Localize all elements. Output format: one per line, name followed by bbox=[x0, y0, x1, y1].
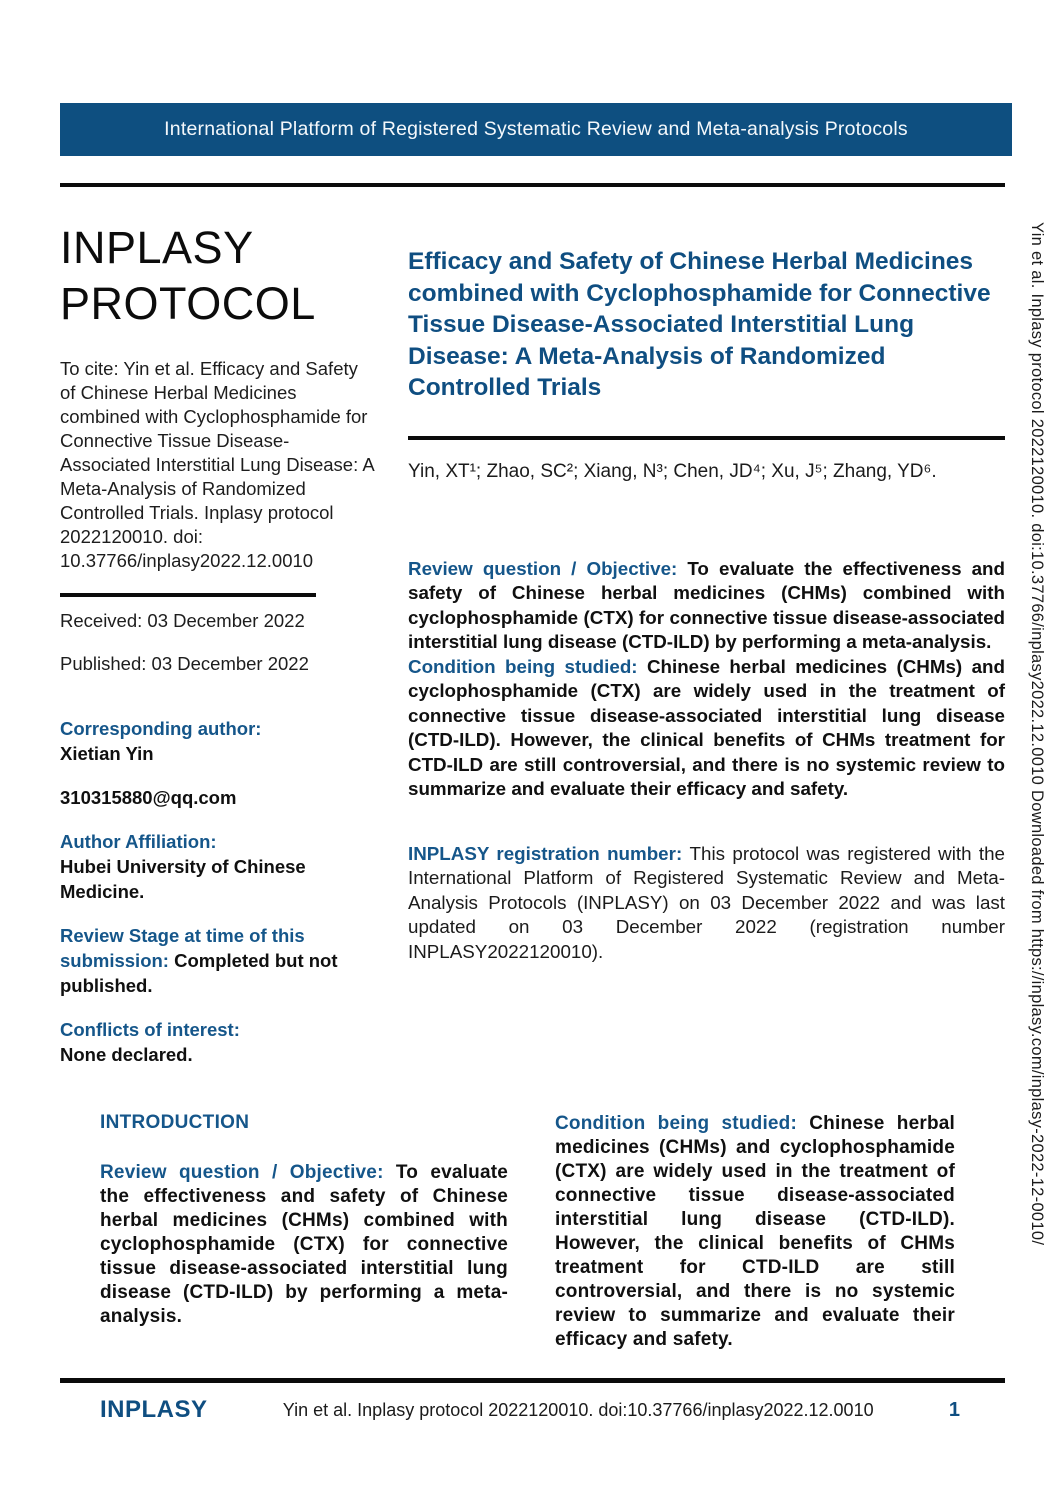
footer-rule bbox=[60, 1378, 1005, 1383]
introduction-heading: INTRODUCTION bbox=[100, 1112, 250, 1133]
intro-condition-label: Condition being studied: bbox=[555, 1113, 810, 1134]
intro-review-question-text: To evaluate the effectiveness and safety of Chinese herbal medicines (CHMs) combined with cyclophosphamide (CTX) for connective tissue disease-associated interstitial lung disease (CTD-ILD) by performing a meta-analysis. bbox=[100, 1162, 509, 1327]
introduction-section bbox=[100, 1112, 960, 1352]
introduction-right-column bbox=[555, 1112, 955, 1352]
header-rule bbox=[60, 183, 1005, 187]
platform-banner bbox=[60, 103, 1012, 156]
masthead-title bbox=[60, 220, 375, 332]
condition-text: Chinese herbal medicines (CHMs) and cyclophosphamide (CTX) are widely used in the treatment of connective tissue disease-associated interstitial lung disease (CTD-ILD). However, the clinical benefits of CHMs treatment for CTD-ILD are still controversial, and there is no systemic review to summarize and evaluate their efficacy and safety. bbox=[408, 655, 1005, 799]
corresponding-author-name: Xietian Yin bbox=[60, 743, 154, 764]
footer-logo: INPLASY bbox=[100, 1396, 208, 1423]
review-question-paragraph bbox=[408, 557, 1005, 655]
registration-paragraph bbox=[408, 842, 1005, 965]
published-date: Published: 03 December 2022 bbox=[60, 653, 309, 674]
author-email: 310315880@qq.com bbox=[60, 787, 237, 808]
author-email-block bbox=[60, 785, 375, 810]
affiliation-block bbox=[60, 829, 375, 904]
footer bbox=[100, 1396, 960, 1424]
sidebar-vertical-citation: Yin et al. Inplasy protocol 2022120010. doi:10.37766/inplasy2022.12.0010 Downloaded from https://inplasy.com/inplasy-2022-12-0010/ bbox=[1028, 222, 1046, 1246]
affiliation-label: Author Affiliation: bbox=[60, 831, 217, 852]
affiliation-value: Hubei University of Chinese Medicine. bbox=[60, 856, 306, 902]
conflicts-label: Conflicts of interest: bbox=[60, 1019, 240, 1040]
platform-banner-title: International Platform of Registered Systematic Review and Meta-analysis Protocols bbox=[164, 118, 908, 140]
masthead-title-line2: PROTOCOL bbox=[60, 278, 316, 329]
review-question-label: Review question / Objective: bbox=[408, 557, 688, 579]
corresponding-author-block bbox=[60, 716, 375, 766]
article-body bbox=[408, 557, 1005, 965]
review-question-text: To evaluate the effectiveness and safety of Chinese herbal medicines (CHMs) combined with cyclophosphamide (CTX) for connective tissue disease-associated interstitial lung disease (CTD-ILD) by performing a meta-analysis. bbox=[408, 557, 1006, 652]
intro-condition-text: Chinese herbal medicines (CHMs) and cyclophosphamide (CTX) are widely used in the treatment of connective tissue disease-associated interstitial lung disease (CTD-ILD). However, the clinical benefits of CHMs treatment for CTD-ILD are still controversial, and there is no systemic review to summarize and evaluate their efficacy and safety. bbox=[555, 1113, 955, 1350]
introduction-left-column bbox=[100, 1112, 508, 1352]
review-stage-value: Completed but not published. bbox=[60, 950, 338, 996]
conflicts-block bbox=[60, 1017, 375, 1067]
registration-text: This protocol was registered with the International Platform of Registered Systematic Review and Meta-Analysis Protocols (INPLASY) on 03 December 2022 and was last updated on 03 December 2022 (registration number INPLASY2022120010). bbox=[408, 842, 1006, 962]
intro-review-question-paragraph bbox=[100, 1161, 508, 1329]
intro-condition-paragraph bbox=[555, 1112, 955, 1352]
review-stage-block bbox=[60, 923, 375, 998]
masthead-title-line1: INPLASY bbox=[60, 222, 254, 273]
masthead-column bbox=[60, 220, 375, 1067]
citation-note: To cite: Yin et al. Efficacy and Safety of Chinese Herbal Medicines combined with Cyclophosphamide for Connective Tissue Disease-Associated Interstitial Lung Disease: A Meta-Analysis of Randomized Controlled Trials. Inplasy protocol 2022120010. doi: 10.37766/inplasy2022.12.0010 bbox=[60, 358, 374, 571]
article-column bbox=[408, 246, 1005, 964]
condition-paragraph bbox=[408, 655, 1005, 802]
dates-rule bbox=[60, 593, 316, 597]
review-stage-label: Review Stage at time of this submission: bbox=[60, 925, 305, 971]
page-number: 1 bbox=[948, 1398, 960, 1421]
intro-review-question-label: Review question / Objective: bbox=[100, 1162, 396, 1183]
received-date: Received: 03 December 2022 bbox=[60, 610, 305, 631]
title-rule bbox=[408, 436, 1005, 440]
footer-citation: Yin et al. Inplasy protocol 2022120010. doi:10.37766/inplasy2022.12.0010 bbox=[282, 1399, 874, 1420]
condition-label: Condition being studied: bbox=[408, 655, 647, 677]
article-title: Efficacy and Safety of Chinese Herbal Medicines combined with Cyclophosphamide for Connective Tissue Disease-Associated Interstitial Lung Disease: A Meta-Analysis of Randomized Controlled Trials bbox=[408, 248, 991, 401]
conflicts-value: None declared. bbox=[60, 1044, 193, 1065]
registration-label: INPLASY registration number: bbox=[408, 842, 690, 864]
corresponding-author-label: Corresponding author: bbox=[60, 718, 262, 739]
authors-line: Yin, XT¹; Zhao, SC²; Xiang, N³; Chen, JD⁴; Xu, J⁵; Zhang, YD⁶. bbox=[408, 460, 937, 482]
